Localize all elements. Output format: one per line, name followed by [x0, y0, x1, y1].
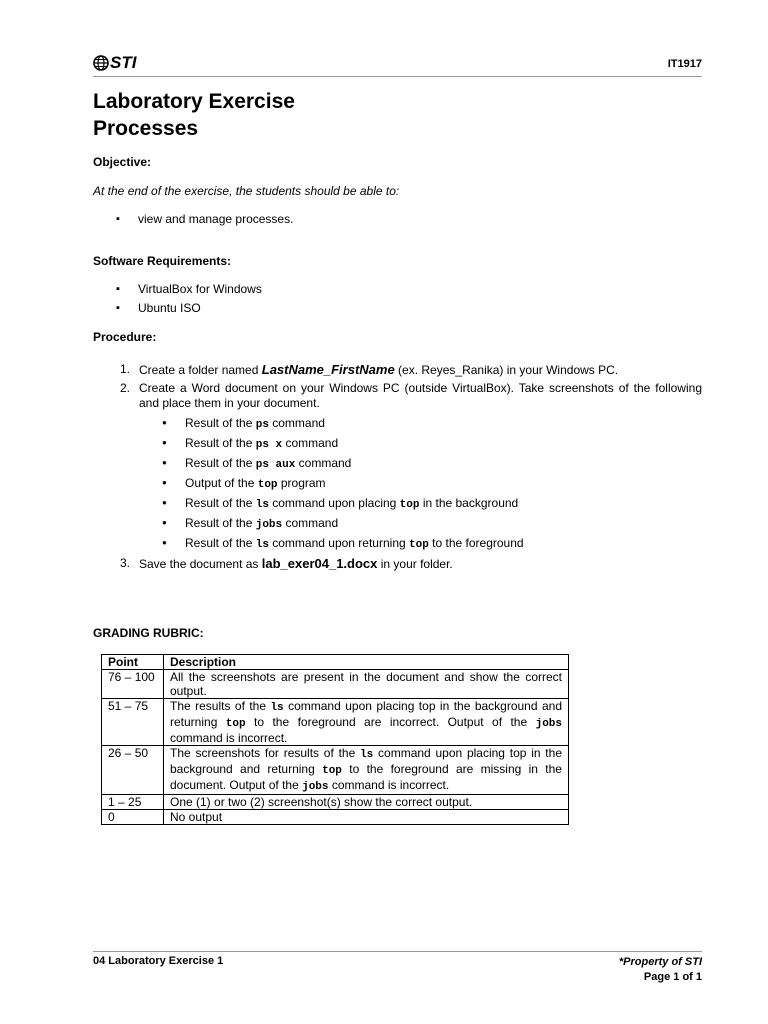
rubric-heading: GRADING RUBRIC: [93, 626, 204, 640]
screenshot-item-top: ● Output of the top program [162, 475, 524, 495]
command: jobs [535, 718, 562, 730]
software-list [116, 280, 262, 318]
property-notice: *Property of STI [618, 956, 702, 968]
sti-logo [93, 52, 136, 74]
description-cell: One (1) or two (2) screenshot(s) show the correct output. [164, 795, 569, 810]
course-code: IT1917 [667, 58, 702, 70]
step-text: in your folder. [377, 557, 453, 571]
command: top [409, 539, 429, 551]
description-cell: All the screenshots are present in the document and show the correct output. [164, 670, 569, 699]
table-header-row [102, 655, 569, 670]
screenshot-item-jobs: ● Result of the jobs command [162, 515, 524, 535]
step-text: Create a Word document on your Windows PC (outside VirtualBox). Take screenshots of the following and place them in your document. [139, 381, 702, 410]
step-text: Create a folder named [139, 363, 262, 377]
step-number: 1. [119, 362, 130, 376]
command: top [225, 718, 246, 730]
software-item-ubuntu: ▪ Ubuntu ISO [116, 299, 262, 318]
title-line-1: Laboratory Exercise [93, 90, 295, 113]
screenshot-list [162, 415, 524, 555]
table-row [102, 795, 569, 810]
command: top [399, 499, 420, 511]
folder-name: LastName_FirstName [261, 362, 395, 377]
procedure-step-3 [93, 556, 702, 572]
step-number: 3. [119, 556, 130, 570]
logo-text: STI [110, 53, 137, 72]
column-header-point: Point [102, 655, 164, 670]
point-cell: 76 – 100 [102, 670, 164, 699]
command: ls [255, 499, 269, 511]
software-heading: Software Requirements: [93, 254, 232, 268]
command: ls [270, 702, 284, 714]
footer-right [619, 955, 702, 985]
command: ps aux [255, 459, 296, 471]
command: ps x [255, 439, 283, 451]
title-line-2: Processes [93, 117, 199, 140]
header-divider [93, 76, 702, 77]
software-item-virtualbox: ▪ VirtualBox for Windows [116, 280, 262, 299]
command: jobs [255, 519, 283, 531]
description-cell: The screenshots for results of the ls command upon placing top in the background and returning top to the foreground are missing in the document. Output of the jobs command is incorrect. [164, 746, 569, 795]
point-cell: 1 – 25 [102, 795, 164, 810]
table-row [102, 746, 569, 795]
procedure-heading: Procedure: [93, 330, 157, 344]
command: top [257, 479, 278, 491]
step-text: Save the document as [139, 557, 262, 571]
command: ls [255, 539, 269, 551]
point-cell: 51 – 75 [102, 699, 164, 746]
screenshot-item-ls-foreground: ● Result of the ls command upon returning top to the foreground [162, 535, 524, 555]
objective-intro: At the end of the exercise, the students should be able to: [93, 184, 400, 198]
point-cell: 0 [102, 810, 164, 825]
screenshot-item-ps-x: ● Result of the ps x command [162, 435, 524, 455]
table-row [102, 810, 569, 825]
command: top [322, 765, 342, 777]
command: ps [255, 419, 269, 431]
screenshot-item-ls-background: ● Result of the ls command upon placing top in the background [162, 495, 524, 515]
page-number: Page 1 of 1 [643, 971, 702, 983]
file-name: lab_exer04_1.docx [261, 556, 378, 571]
page-title [93, 88, 295, 142]
step-number: 2. [119, 381, 130, 395]
screenshot-item-ps: ● Result of the ps command [162, 415, 524, 435]
command: ls [360, 749, 374, 761]
procedure-step-1 [93, 362, 702, 378]
description-cell: No output [164, 810, 569, 825]
step-text: (ex. Reyes_Ranika) in your Windows PC. [394, 363, 619, 377]
objective-item: ▪ view and manage processes. [116, 210, 293, 229]
sti-logo-globe-icon [93, 55, 109, 71]
footer-title: 04 Laboratory Exercise 1 [93, 955, 224, 967]
procedure-step-2 [93, 381, 702, 411]
command: jobs [302, 781, 329, 793]
grading-rubric-table [101, 654, 569, 825]
screenshot-item-ps-aux: ● Result of the ps aux command [162, 455, 524, 475]
column-header-description: Description [164, 655, 569, 670]
objective-list [116, 210, 293, 229]
table-row [102, 670, 569, 699]
point-cell: 26 – 50 [102, 746, 164, 795]
table-row [102, 699, 569, 746]
footer-divider [93, 951, 702, 952]
description-cell: The results of the ls command upon placing top in the background and returning top to the foreground are incorrect. Output of the jobs command is incorrect. [164, 699, 569, 746]
objective-heading: Objective: [93, 155, 152, 169]
